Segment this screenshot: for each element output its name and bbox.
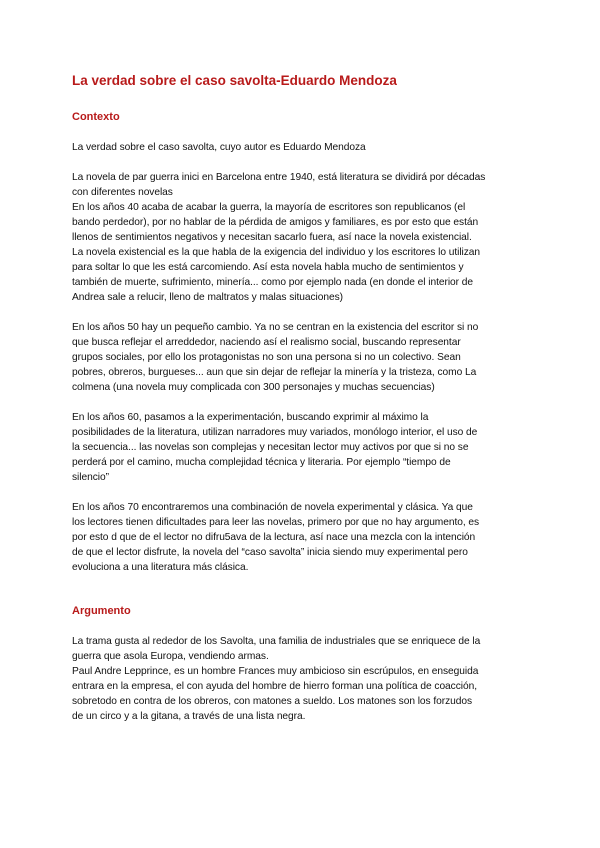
paragraph: La novela de par guerra inici en Barcelona entre 1940, está literatura se dividirá por décadas con diferentes novelas En los años 40 acaba de acabar la guerra, la mayoría de escritores son republicanos (el bando perdedor), por no hablar de la pérdida de amigos y familiares, es por esto que están llenos de sentimientos negativos y necesitan sacarlo fuera, así nace la novela existencial. La novela existencial es la que habla de la exigencia del individuo y los escritores lo utilizan para soltar lo que les está carcomiendo. Así esta novela habla mucho de sentimientos y también de muerte, sufrimiento, minería... como por ejemplo nada (en donde el interior de Andrea sale a relucir, lleno de maltratos y malas situaciones) bbox=[72, 172, 486, 303]
paragraph: En los años 50 hay un pequeño cambio. Ya no se centran en la existencia del escritor si no que busca reflejar el arreddedor, naciendo así el realismo social, buscando representar grupos sociales, por ello los protagonistas no son una persona si no un colectivo. Sean pobres, obreros, burgueses... aun que sin dejar de reflejar la minería y la tristeza, como La colmena (una novela muy complicada con 300 personajes y muchas secuencias) bbox=[72, 322, 479, 393]
section-heading-argumento: Argumento bbox=[72, 605, 131, 617]
paragraph: La verdad sobre el caso savolta, cuyo autor es Eduardo Mendoza bbox=[72, 142, 366, 153]
paragraph: En los años 70 encontraremos una combinación de novela experimental y clásica. Ya que los lectores tienen dificultades para leer las novelas, primero por que no hay argumento, es por esto d que de el lector no difru5ava de la lectura, así nace una mezcla con la intención de que el lector disfrute, la novela del “caso savolta” inicia siendo muy experimental pero evoluciona a una literatura más clásica. bbox=[72, 502, 480, 573]
paragraph: La trama gusta al rededor de los Savolta, una familia de industriales que se enriquece de la guerra que asola Europa, vendiendo armas. Paul Andre Lepprince, es un hombre Frances muy ambicioso sin escrúpulos, en enseguida entrara en la empresa, el con ayuda del hombre de hierro forman una política de coacción, sobretodo en contra de los obreros, con matones a sueldo. Los matones son los forzudos de un circo y a la gitana, a través de una lista negra. bbox=[72, 636, 481, 722]
section-heading-contexto: Contexto bbox=[72, 111, 120, 123]
document-title: La verdad sobre el caso savolta-Eduardo Mendoza bbox=[72, 73, 397, 88]
spacer bbox=[72, 590, 540, 604]
paragraph: En los años 60, pasamos a la experimentación, buscando exprimir al máximo la posibilidades de la literatura, utilizan narradores muy variados, monólogo interior, el uso de la secuencia... las novelas son complejas y necesitan lector muy activos por que si no se perderá por el camino, mucha complejidad técnica y literaria. Por ejemplo “tiempo de silencio” bbox=[72, 412, 478, 483]
